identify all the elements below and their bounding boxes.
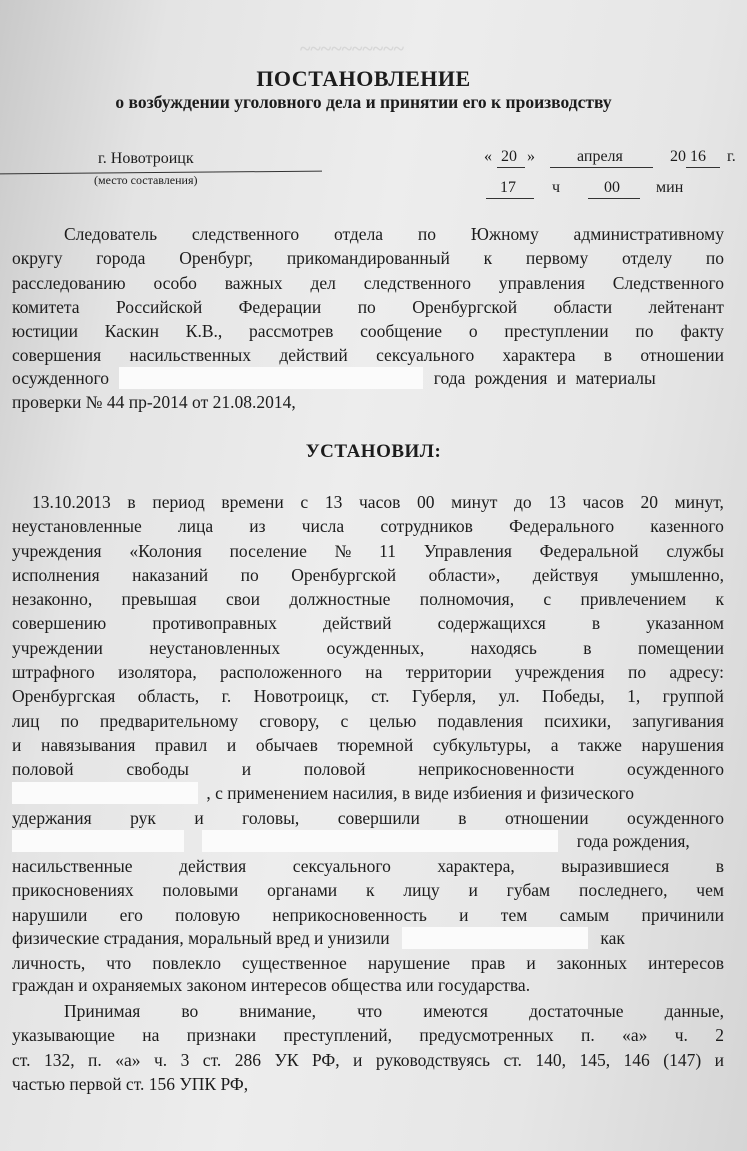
date-year-unit: г.	[727, 148, 736, 165]
date-open-quote: «	[484, 148, 492, 165]
document-title: ПОСТАНОВЛЕНИЕ	[256, 66, 471, 91]
body-line13-text: , с применением насилия, в виде избиения и физического	[206, 783, 634, 803]
final-line: частью первой ст. 156 УПК РФ,	[12, 1073, 249, 1094]
intro-line: комитета Российской Федерации по Оренбургской области лейтенант	[12, 296, 724, 317]
body-paragraph-3	[12, 951, 724, 975]
date-day: 20	[501, 148, 517, 165]
body-line: прикосновениях половыми органами к лицу и губам последнего, чем	[12, 880, 724, 901]
intro-line: округу города Оренбург, прикомандированный к первому отделу по	[12, 248, 724, 269]
document-subtitle: о возбуждении уголовного дела и принятии его к производству	[115, 92, 612, 112]
year-underline	[686, 167, 720, 168]
intro-paragraph	[12, 222, 724, 368]
body-line19-end: как	[600, 928, 625, 948]
body-line: исполнения наказаний по Оренбургской области», действуя умышленно,	[12, 564, 724, 585]
body-line-19	[12, 927, 724, 949]
body-line-14-wrap	[12, 806, 724, 830]
body-line: насильственные действия сексуального характера, выразившиеся в	[12, 856, 724, 876]
redaction-box	[12, 830, 184, 852]
body-line: штрафного изолятора, расположенного на территории учреждения по адресу:	[12, 662, 724, 683]
intro-line: Следователь следственного отдела по Южному административному	[64, 224, 724, 244]
body-line: незаконно, превышая свои должностные полномочия, с привлечением к	[12, 589, 724, 610]
body-line-13	[12, 782, 634, 804]
date-month: апреля	[577, 148, 623, 165]
final-paragraph	[12, 999, 724, 1096]
date-year-prefix: 20	[670, 148, 686, 165]
body-line: Оренбургская область, г. Новотроицк, ст. Губерля, ул. Победы, 1, группой	[12, 686, 724, 707]
time-hour: 17	[500, 179, 516, 196]
day-underline	[497, 167, 525, 168]
intro-line: совершения насильственных действий сексуального характера в отношении	[12, 345, 724, 366]
time-minute: 00	[604, 179, 620, 196]
hour-underline	[486, 198, 534, 199]
final-line: Принимая во внимание, что имеются достаточные данные,	[64, 1001, 724, 1021]
redaction-box	[12, 782, 198, 804]
redaction-box	[202, 830, 558, 852]
body-paragraph	[12, 490, 724, 782]
body-line: учреждении неустановленных осужденных, находясь в помещении	[12, 637, 724, 658]
body-line: удержания рук и головы, совершили в отношении осужденного	[12, 808, 724, 828]
place-value: г. Новотроицк	[98, 150, 194, 167]
time-hour-unit: ч	[552, 179, 561, 196]
body-line: половой свободы и половой неприкосновенности осужденного	[12, 759, 724, 780]
section-heading: УСТАНОВИЛ:	[305, 441, 442, 462]
body-paragraph-2	[12, 854, 724, 927]
bleed-through-text: ~~~~~~~~~~	[300, 38, 405, 60]
intro-line7-start: осужденного	[12, 368, 109, 388]
body-line-15	[12, 830, 690, 852]
body-line: неустановленные лица из числа сотрудников Федерального казенного	[12, 516, 724, 537]
intro-line-8: проверки № 44 пр-2014 от 21.08.2014,	[12, 392, 296, 412]
body-line: нарушили его половую неприкосновенность и тем самым причинили	[12, 904, 724, 925]
intro-line7-end: года рождения и материалы	[433, 368, 656, 388]
time-minute-unit: мин	[656, 179, 684, 196]
body-line-21: граждан и охраняемых законом интересов общества или государства.	[12, 975, 531, 995]
body-line: личность, что повлекло существенное нарушение прав и законных интересов	[12, 953, 724, 973]
final-line: ст. 132, п. «а» ч. 3 ст. 286 УК РФ, и руководствуясь ст. 140, 145, 146 (147) и	[12, 1049, 724, 1070]
body-line: учреждения «Колония поселение № 11 Управления Федеральной службы	[12, 540, 724, 561]
body-line: и навязывания правил и обычаев тюремной субкультуры, а также нарушения	[12, 734, 724, 755]
body-line15-end: года рождения,	[576, 831, 690, 851]
body-line: 13.10.2013 в период времени с 13 часов 00 минут до 13 часов 20 минут,	[32, 492, 724, 512]
date-year-suffix: 16	[690, 148, 706, 165]
intro-line-7	[12, 367, 656, 389]
minute-underline	[588, 198, 640, 199]
body-line: лиц по предварительному сговору, с целью подавления психики, запугивания	[12, 710, 724, 731]
place-caption: (место составления)	[94, 173, 198, 187]
redaction-box	[402, 927, 588, 949]
date-close-quote: »	[527, 148, 535, 165]
month-underline	[550, 167, 653, 168]
final-line: указывающие на признаки преступлений, предусмотренных п. «а» ч. 2	[12, 1025, 724, 1046]
body-line: совершению противоправных действий содержащихся в указанном	[12, 613, 724, 634]
intro-line: расследованию особо важных дел следственного управления Следственного	[12, 272, 724, 293]
redaction-box	[119, 367, 423, 389]
body-line19-start: физические страдания, моральный вред и унизили	[12, 928, 390, 948]
intro-line: юстиции Каскин К.В., рассмотрев сообщение о преступлении по факту	[12, 321, 724, 342]
